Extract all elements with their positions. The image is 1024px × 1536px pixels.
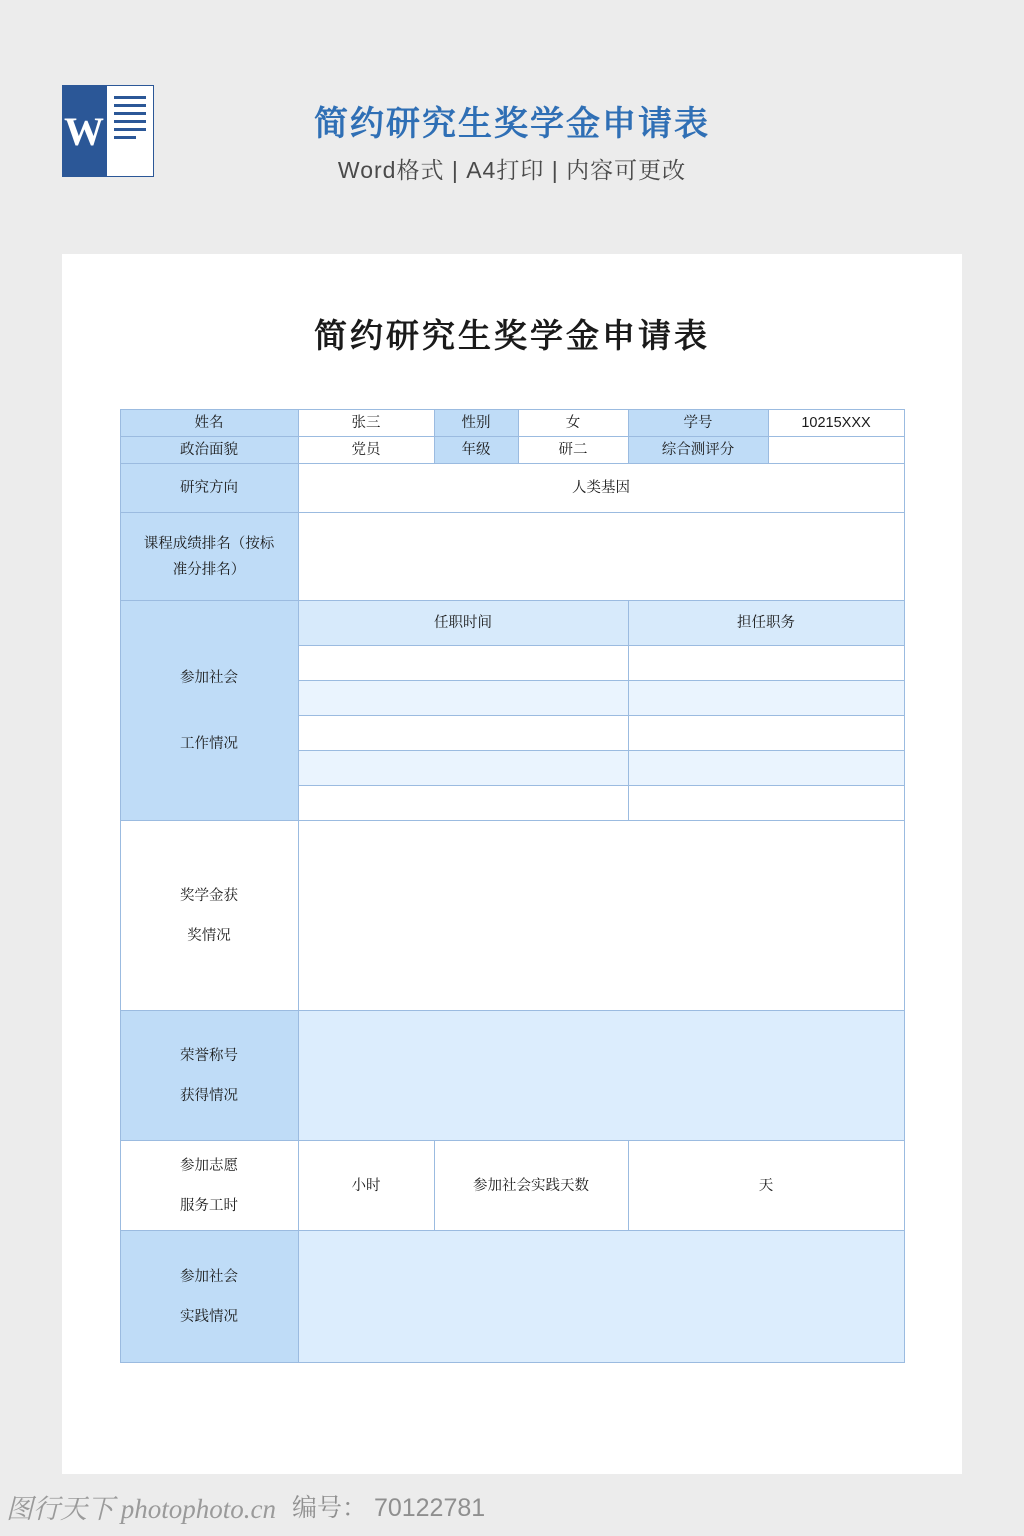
- volunteer-hours-unit[interactable]: 小时: [298, 1141, 434, 1231]
- course-rank-label-line1: 课程成绩排名（按标: [143, 535, 275, 552]
- table-row: [120, 601, 904, 646]
- table-row: [120, 437, 904, 464]
- social-work-time[interactable]: [298, 716, 628, 751]
- social-work-col-position: 担任职务: [628, 601, 904, 646]
- honor-title-label-line2: 获得情况: [180, 1087, 238, 1104]
- course-rank-value[interactable]: [298, 513, 904, 601]
- research-direction-value[interactable]: 人类基因: [298, 464, 904, 513]
- honor-title-label: [120, 1011, 298, 1141]
- page-title: 简约研究生奖学金申请表: [314, 317, 710, 354]
- social-work-label-line1: 参加社会: [180, 669, 238, 686]
- table-row: [120, 464, 904, 513]
- table-row: [120, 1141, 904, 1231]
- banner-subtitle: Word格式 | A4打印 | 内容可更改: [337, 157, 687, 183]
- honor-title-label-line1: 荣誉称号: [180, 1047, 238, 1064]
- watermark-code: 编号： 70122781: [292, 1494, 486, 1522]
- honor-title-value[interactable]: [298, 1011, 904, 1141]
- student-id-label: 学号: [628, 410, 768, 437]
- social-work-position[interactable]: [628, 681, 904, 716]
- banner-title: 简约研究生奖学金申请表: [314, 105, 710, 143]
- gender-value[interactable]: 女: [518, 410, 628, 437]
- research-direction-label: 研究方向: [120, 464, 298, 513]
- scholarship-award-label-line1: 奖学金获: [180, 887, 238, 904]
- social-work-label-line2: 工作情况: [180, 735, 238, 752]
- document-page: [62, 254, 962, 1474]
- name-label: 姓名: [120, 410, 298, 437]
- evaluation-score-label: 综合测评分: [628, 437, 768, 464]
- volunteer-hours-label-line2: 服务工时: [180, 1197, 238, 1214]
- social-work-position[interactable]: [628, 716, 904, 751]
- scholarship-award-value[interactable]: [298, 821, 904, 1011]
- footer-watermark: [0, 1484, 1024, 1528]
- table-row: [120, 1011, 904, 1141]
- social-work-col-time: 任职时间: [298, 601, 628, 646]
- social-practice-label: [120, 1231, 298, 1363]
- political-status-value[interactable]: 党员: [298, 437, 434, 464]
- table-row: [120, 513, 904, 601]
- evaluation-score-value[interactable]: [768, 437, 904, 464]
- social-work-time[interactable]: [298, 681, 628, 716]
- volunteer-hours-label: [120, 1141, 298, 1231]
- social-practice-label-line2: 实践情况: [180, 1308, 238, 1325]
- social-work-label: [120, 601, 298, 821]
- social-practice-label-line1: 参加社会: [180, 1268, 238, 1285]
- social-work-position[interactable]: [628, 786, 904, 821]
- practice-days-unit[interactable]: 天: [628, 1141, 904, 1231]
- grade-value[interactable]: 研二: [518, 437, 628, 464]
- practice-days-label: 参加社会实践天数: [434, 1141, 628, 1231]
- scholarship-award-label: [120, 821, 298, 1011]
- volunteer-hours-label-line1: 参加志愿: [180, 1157, 238, 1174]
- grade-label: 年级: [434, 437, 518, 464]
- social-work-time[interactable]: [298, 786, 628, 821]
- course-rank-label-line2: 准分排名）: [172, 561, 246, 578]
- watermark-text: 图行天下 photophoto.cn: [6, 1493, 276, 1524]
- social-work-time[interactable]: [298, 646, 628, 681]
- table-row: [120, 1231, 904, 1363]
- table-row: [120, 821, 904, 1011]
- social-work-position[interactable]: [628, 751, 904, 786]
- social-practice-value[interactable]: [298, 1231, 904, 1363]
- social-work-position[interactable]: [628, 646, 904, 681]
- social-work-time[interactable]: [298, 751, 628, 786]
- course-rank-label: [120, 513, 298, 601]
- political-status-label: 政治面貌: [120, 437, 298, 464]
- scholarship-application-table: [120, 409, 905, 1363]
- scholarship-award-label-line2: 奖情况: [187, 927, 231, 944]
- student-id-value[interactable]: 10215XXX: [768, 410, 904, 437]
- word-logo-letter: W: [62, 85, 106, 177]
- table-row: [120, 410, 904, 437]
- gender-label: 性别: [434, 410, 518, 437]
- name-value[interactable]: 张三: [298, 410, 434, 437]
- header-banner: [0, 0, 1024, 250]
